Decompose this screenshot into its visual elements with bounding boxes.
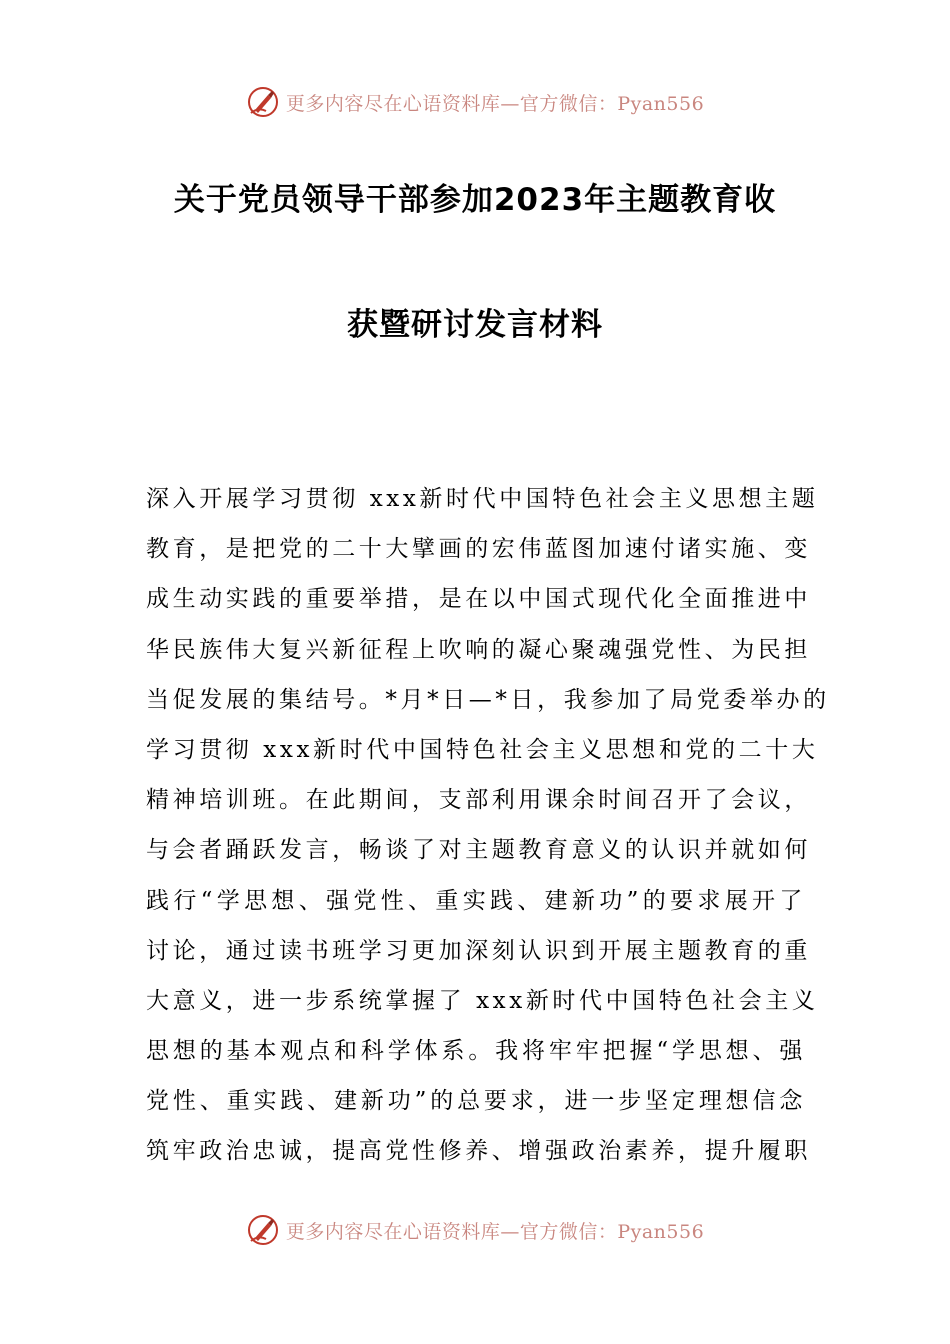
body-line: 践行“学思想、强党性、重实践、建新功”的要求展开了 <box>146 887 806 914</box>
body-line: 精神培训班。在此期间，支部利用课余时间召开了会议， <box>146 787 811 814</box>
watermark-text: 更多内容尽在心语资料库—官方微信：Pyan556 <box>285 1220 705 1243</box>
body-line: 当促发展的集结号。*月*日—*日，我参加了局党委举办的 <box>146 686 830 713</box>
pen-circle-logo-icon <box>246 85 280 119</box>
body-line: 华民族伟大复兴新征程上吹响的凝心聚魂强党性、为民担 <box>146 636 811 663</box>
body-line: 筑牢政治忠诚，提高党性修养、增强政治素养，提升履职 <box>146 1138 811 1165</box>
watermark-text: 更多内容尽在心语资料库—官方微信：Pyan556 <box>285 92 705 115</box>
body-line: 党性、重实践、建新功”的总要求，进一步坚定理想信念 <box>146 1088 806 1115</box>
body-line: 学习贯彻 xxx新时代中国特色社会主义思想和党的二十大 <box>146 736 819 763</box>
body-line: 教育，是把党的二十大擘画的宏伟蓝图加速付诸实施、变 <box>146 536 811 563</box>
body-line: 大意义，进一步系统掌握了 xxx新时代中国特色社会主义 <box>146 987 819 1014</box>
body-line: 与会者踊跃发言，畅谈了对主题教育意义的认识并就如何 <box>146 837 811 864</box>
document-title-line-1: 关于党员领导干部参加2023年主题教育收 <box>173 182 777 218</box>
body-line: 成生动实践的重要举措，是在以中国式现代化全面推进中 <box>146 586 811 613</box>
footer-watermark <box>0 1212 950 1248</box>
body-line: 讨论，通过读书班学习更加深刻认识到开展主题教育的重 <box>146 937 811 964</box>
body-paragraph <box>146 479 830 1182</box>
body-line: 思想的基本观点和科学体系。我将牢牢把握“学思想、强 <box>146 1038 806 1065</box>
pen-circle-logo-icon <box>246 1213 280 1247</box>
body-line: 深入开展学习贯彻 xxx新时代中国特色社会主义思想主题 <box>146 486 819 512</box>
header-watermark <box>0 84 950 120</box>
document-title-line-2: 获暨研讨发言材料 <box>347 307 603 343</box>
